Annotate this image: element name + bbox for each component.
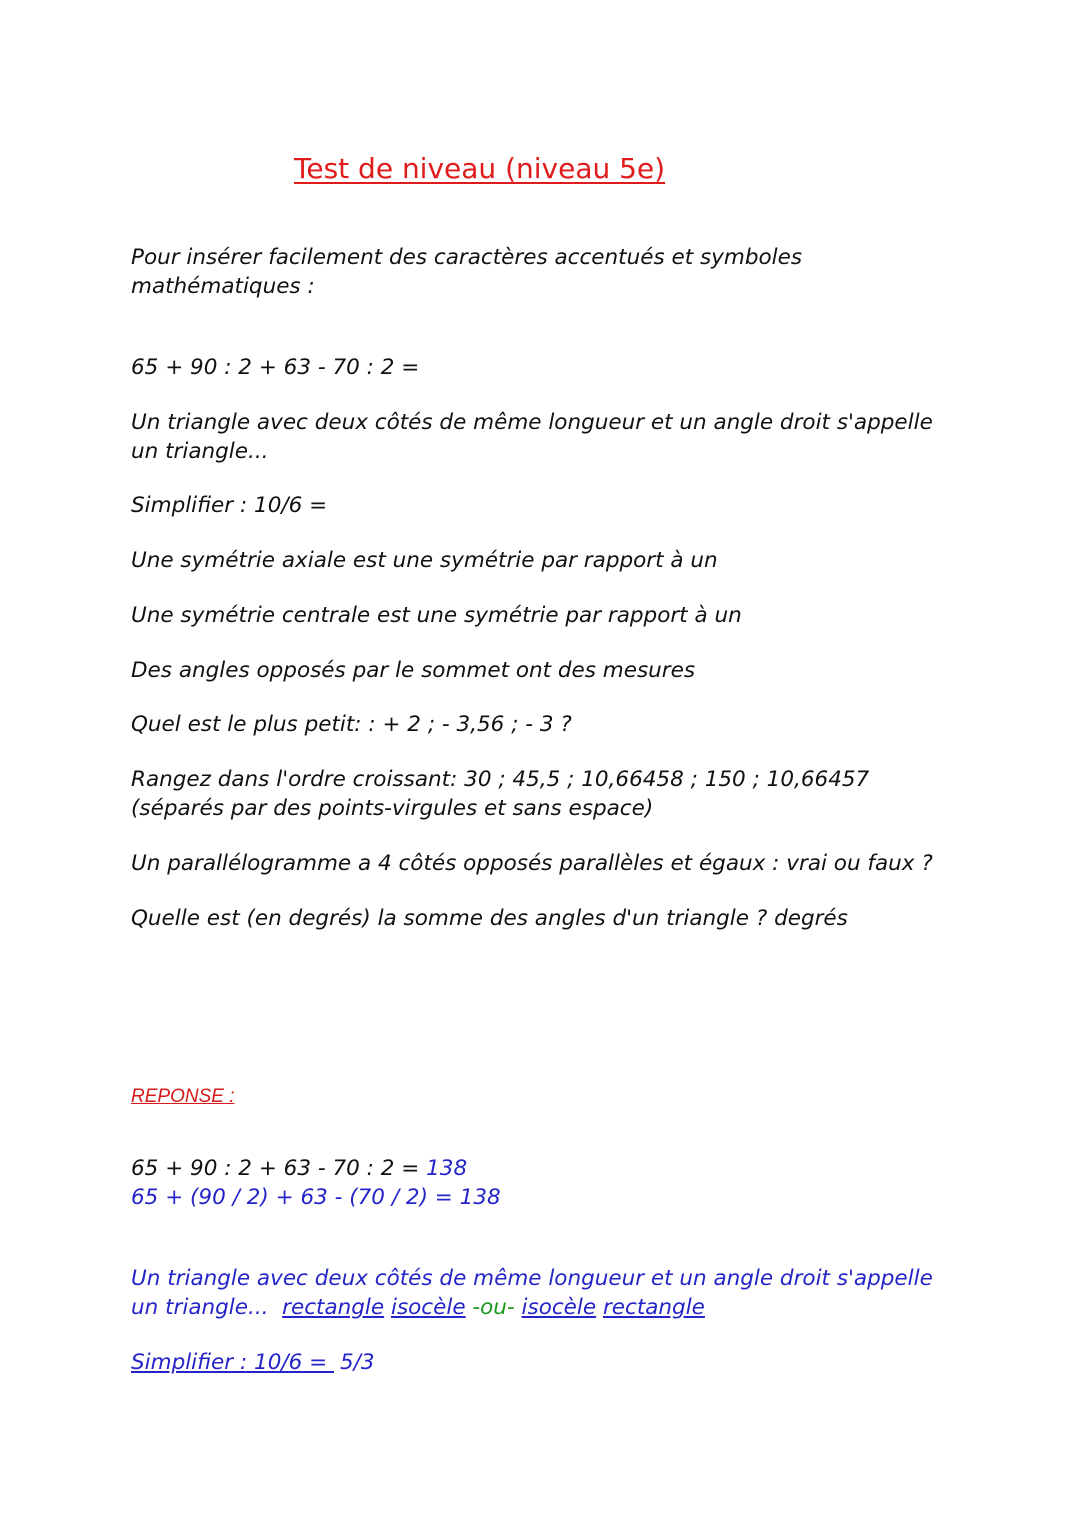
question-3: Simplifier : 10/6 =	[131, 493, 328, 518]
answer-2-prefix: un triangle...	[131, 1295, 283, 1320]
page-title: Test de niveau (niveau 5e)	[294, 152, 666, 185]
question-4: Une symétrie axiale est une symétrie par rapport à un	[131, 548, 718, 573]
answer-1-line	[131, 1154, 981, 1183]
question-8-line-1: Rangez dans l'ordre croissant: 30 ; 45,5 ; 10,66458 ; 150 ; 10,66457	[131, 767, 870, 792]
answers-heading: REPONSE :	[131, 1086, 235, 1107]
answer-3-value: 5/3	[340, 1350, 375, 1375]
answer-1-detail: 65 + (90 / 2) + 63 - (70 / 2) = 138	[131, 1185, 501, 1210]
answer-2-or: -ou-	[465, 1295, 522, 1320]
answer-1-question: 65 + 90 : 2 + 63 - 70 : 2 =	[131, 1156, 427, 1181]
question-5: Une symétrie centrale est une symétrie par rapport à un	[131, 603, 742, 628]
intro-text	[131, 243, 981, 301]
question-2-line-2: un triangle...	[131, 439, 269, 464]
question-9: Un parallélogramme a 4 côtés opposés parallèles et égaux : vrai ou faux ?	[131, 851, 933, 876]
intro-line-1: Pour insérer facilement des caractères accentués et symboles	[131, 245, 803, 270]
question-2	[131, 408, 981, 466]
answer-2-line-1: Un triangle avec deux côtés de même longueur et un angle droit s'appelle	[131, 1266, 933, 1291]
answer-2-word-rectangle-2[interactable]: rectangle	[602, 1295, 705, 1320]
answer-2-line-2	[131, 1293, 981, 1322]
question-8	[131, 765, 981, 823]
answer-3-question[interactable]: Simplifier : 10/6 =	[131, 1350, 334, 1375]
question-8-line-2: (séparés par des points-virgules et sans espace)	[131, 796, 654, 821]
answer-1	[131, 1154, 981, 1212]
question-7: Quel est le plus petit: : + 2 ; - 3,56 ; - 3 ?	[131, 712, 572, 737]
intro-line-2: mathématiques :	[131, 274, 315, 299]
answer-2-word-isocele-2[interactable]: isocèle	[521, 1295, 597, 1320]
answer-2-word-isocele-1[interactable]: isocèle	[390, 1295, 466, 1320]
question-2-line-1: Un triangle avec deux côtés de même longueur et un angle droit s'appelle	[131, 410, 933, 435]
answer-1-value: 138	[426, 1156, 468, 1181]
answer-2-word-rectangle-1[interactable]: rectangle	[282, 1295, 385, 1320]
question-6: Des angles opposés par le sommet ont des mesures	[131, 658, 696, 683]
question-1: 65 + 90 : 2 + 63 - 70 : 2 =	[131, 355, 420, 380]
question-10: Quelle est (en degrés) la somme des angles d'un triangle ? degrés	[131, 906, 848, 931]
answer-3	[131, 1348, 981, 1377]
answer-2	[131, 1264, 981, 1322]
